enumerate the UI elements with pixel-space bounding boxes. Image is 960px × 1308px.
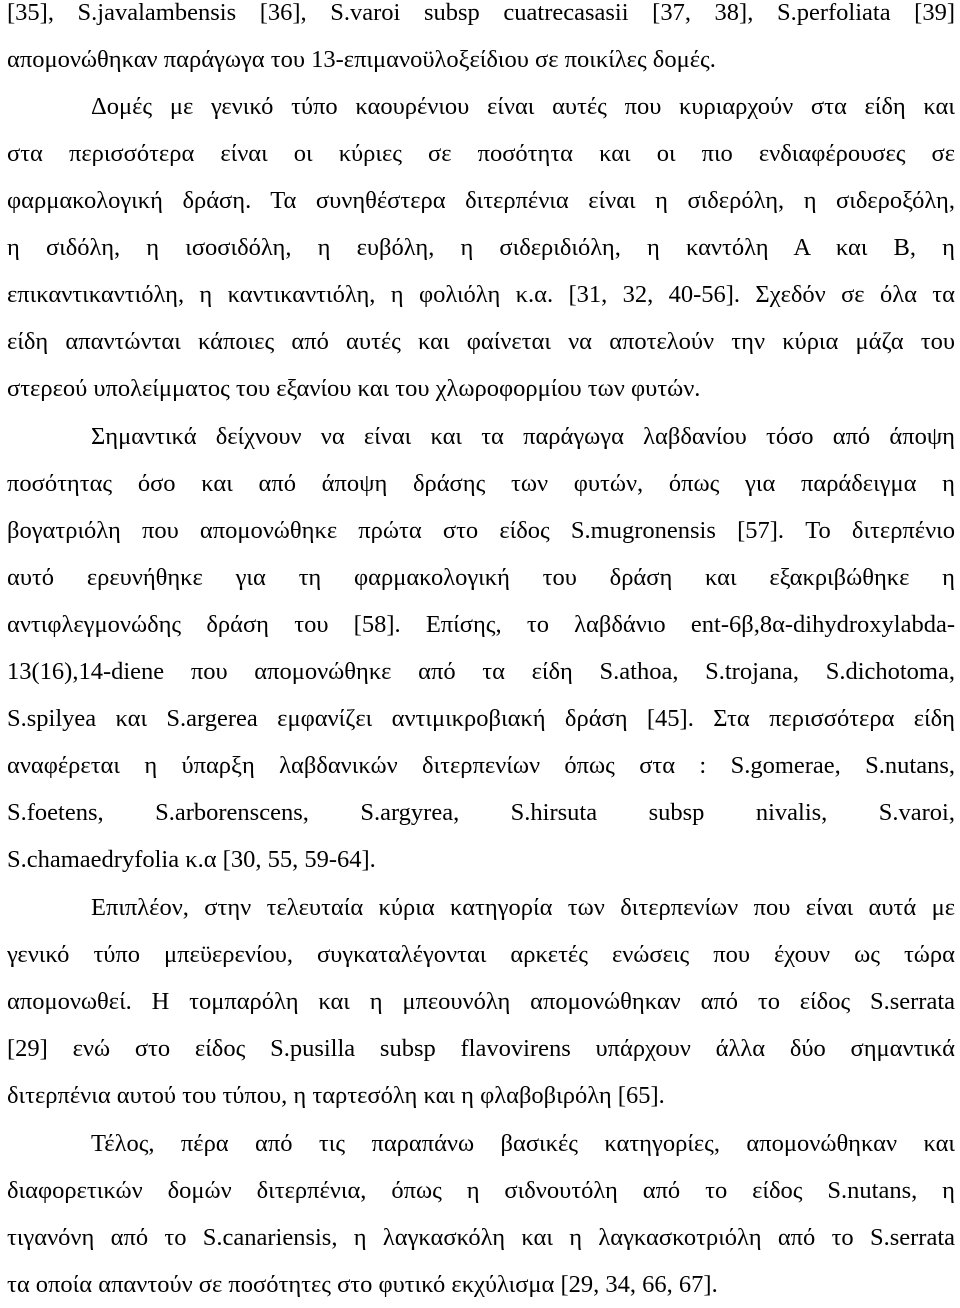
text-line: S.foetens, S.arborenscens, S.argyrea, S.hirsuta subsp nivalis, S.varoi, [7, 799, 955, 826]
text-line: Επιπλέον, στην τελευταία κύρια κατηγορία των διτερπενίων που είναι αυτά με [91, 894, 955, 921]
text-line: [29] ενώ στο είδος S.pusilla subsp flavovirens υπάρχουν άλλα δύο σημαντικά [7, 1035, 955, 1062]
text-line: διαφορετικών δομών διτερπένια, όπως η σιδνουτόλη από το είδος S.nutans, η [7, 1177, 955, 1204]
text-line: Σημαντικά δείχνουν να είναι και τα παράγωγα λαβδανίου τόσο από άποψη [91, 423, 955, 450]
text-line: αντιφλεγμονώδης δράση του [58]. Επίσης, το λαβδάνιο ent-6β,8α-dihydroxylabda- [7, 611, 955, 638]
text-line: φαρμακολογική δράση. Τα συνηθέστερα διτερπένια είναι η σιδερόλη, η σιδεροξόλη, [7, 187, 955, 214]
text-line: στερεού υπολείμματος του εξανίου και του χλωροφορμίου των φυτών. [7, 375, 701, 402]
text-line: ποσότητας όσο και από άποψη δράσης των φυτών, όπως για παράδειγμα η [7, 470, 955, 497]
text-line: διτερπένια αυτού του τύπου, η ταρτεσόλη και η φλαβοβιρόλη [65]. [7, 1082, 665, 1109]
text-line: 13(16),14-diene που απομονώθηκε από τα είδη S.athoa, S.trojana, S.dichotoma, [7, 658, 955, 685]
text-line: S.spilyea και S.argerea εμφανίζει αντιμικροβιακή δράση [45]. Στα περισσότερα είδη [7, 705, 955, 732]
text-line: απομονωθεί. Η τομπαρόλη και η μπεουνόλη απομονώθηκαν από το είδος S.serrata [7, 988, 955, 1015]
text-line: Τέλος, πέρα από τις παραπάνω βασικές κατηγορίες, απομονώθηκαν και [91, 1130, 955, 1157]
text-line: στα περισσότερα είναι οι κύριες σε ποσότητα και οι πιο ενδιαφέρουσες σε [7, 140, 955, 167]
text-line: [35], S.javalambensis [36], S.varoi subsp cuatrecasasii [37, 38], S.perfoliata [39] [7, 0, 955, 26]
text-line: η σιδόλη, η ισοσιδόλη, η ευβόλη, η σιδεριδιόλη, η καντόλη Α και Β, η [7, 234, 955, 261]
text-line: είδη απαντώνται κάποιες από αυτές και φαίνεται να αποτελούν την κύρια μάζα του [7, 328, 955, 355]
text-line: απομονώθηκαν παράγωγα του 13-επιμανοϋλοξείδιου σε ποικίλες δομές. [7, 46, 716, 73]
text-line: βογατριόλη που απομονώθηκε πρώτα στο είδος S.mugronensis [57]. Το διτερπένιο [7, 517, 955, 544]
text-line: επικαντικαντιόλη, η καντικαντιόλη, η φολιόλη κ.α. [31, 32, 40-56]. Σχεδόν σε όλα τα [7, 281, 955, 308]
text-line: Δομές με γενικό τύπο καουρένιου είναι αυτές που κυριαρχούν στα είδη και [91, 93, 955, 120]
text-line: αυτό ερευνήθηκε για τη φαρμακολογική του δράση και εξακριβώθηκε η [7, 564, 955, 591]
text-line: τιγανόνη από το S.canariensis, η λαγκασκόλη και η λαγκασκοτριόλη από το S.serrata [7, 1224, 955, 1251]
text-line: γενικό τύπο μπεϋερενίου, συγκαταλέγονται αρκετές ενώσεις που έχουν ως τώρα [7, 941, 955, 968]
text-line: τα οποία απαντούν σε ποσότητες στο φυτικό εκχύλισμα [29, 34, 66, 67]. [7, 1271, 718, 1298]
text-line: S.chamaedryfolia κ.α [30, 55, 59-64]. [7, 846, 376, 873]
text-line: αναφέρεται η ύπαρξη λαβδανικών διτερπενίων όπως στα : S.gomerae, S.nutans, [7, 752, 955, 779]
